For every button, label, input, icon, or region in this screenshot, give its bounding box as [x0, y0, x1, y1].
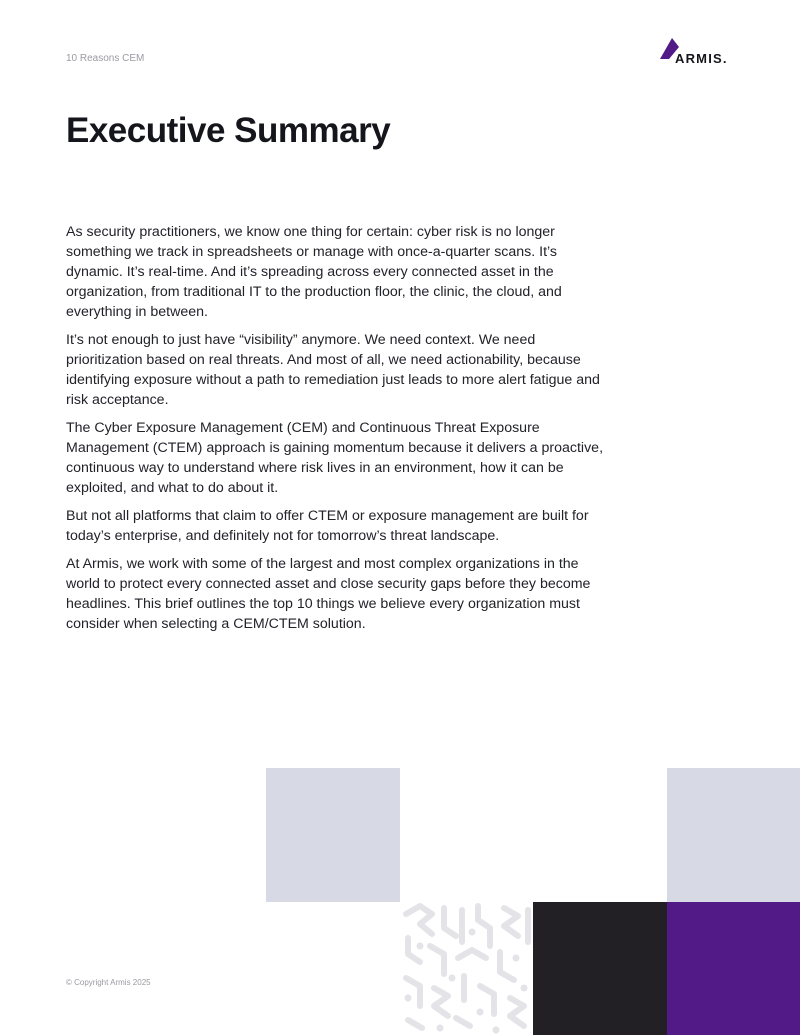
decorative-purple-square — [667, 902, 800, 1035]
paragraph-3: The Cyber Exposure Management (CEM) and Continuous Threat Exposure Management (CTEM) approach is gaining momentum because it delivers a proactive, continuous way to understand where risk lives in an environment, how it can be exploited, and what to do about it. — [66, 420, 604, 496]
decorative-gray-square-right — [667, 768, 800, 902]
document-header-label: 10 Reasons CEM — [66, 53, 145, 64]
paragraph-1: As security practitioners, we know one thing for certain: cyber risk is no longer something we track in spreadsheets or manage with once-a-quarter scans. It’s dynamic. It’s real-time. And it’s spreading across every connected asset in the organization, from traditional IT to the production floor, the clinic, the cloud, and everything in between. — [66, 224, 562, 320]
decorative-black-square — [533, 902, 667, 1035]
page-title: Executive Summary — [66, 111, 391, 150]
paragraph-5: At Armis, we work with some of the largest and most complex organizations in the world to protect every connected asset and close security gaps before they become headlines. This brief outlines the top 10 things we believe every organization must consider when selecting a CEM/CTEM solution. — [66, 556, 591, 632]
armis-logo-text: ARMIS. — [675, 51, 728, 66]
armis-logo — [660, 38, 740, 68]
paragraph-2: It’s not enough to just have “visibility” anymore. We need context. We need prioritization based on real threats. And most of all, we need actionability, because identifying exposure without a path to remediation just leads to more alert fatigue and risk acceptance. — [66, 332, 600, 408]
copyright-footer: © Copyright Armis 2025 — [66, 978, 151, 987]
circuit-pattern-icon — [400, 902, 533, 1035]
decorative-gray-square-left — [266, 768, 400, 902]
paragraph-4: But not all platforms that claim to offer CTEM or exposure management are built for today’s enterprise, and definitely not for tomorrow’s threat landscape. — [66, 508, 589, 544]
body-text — [66, 222, 611, 642]
